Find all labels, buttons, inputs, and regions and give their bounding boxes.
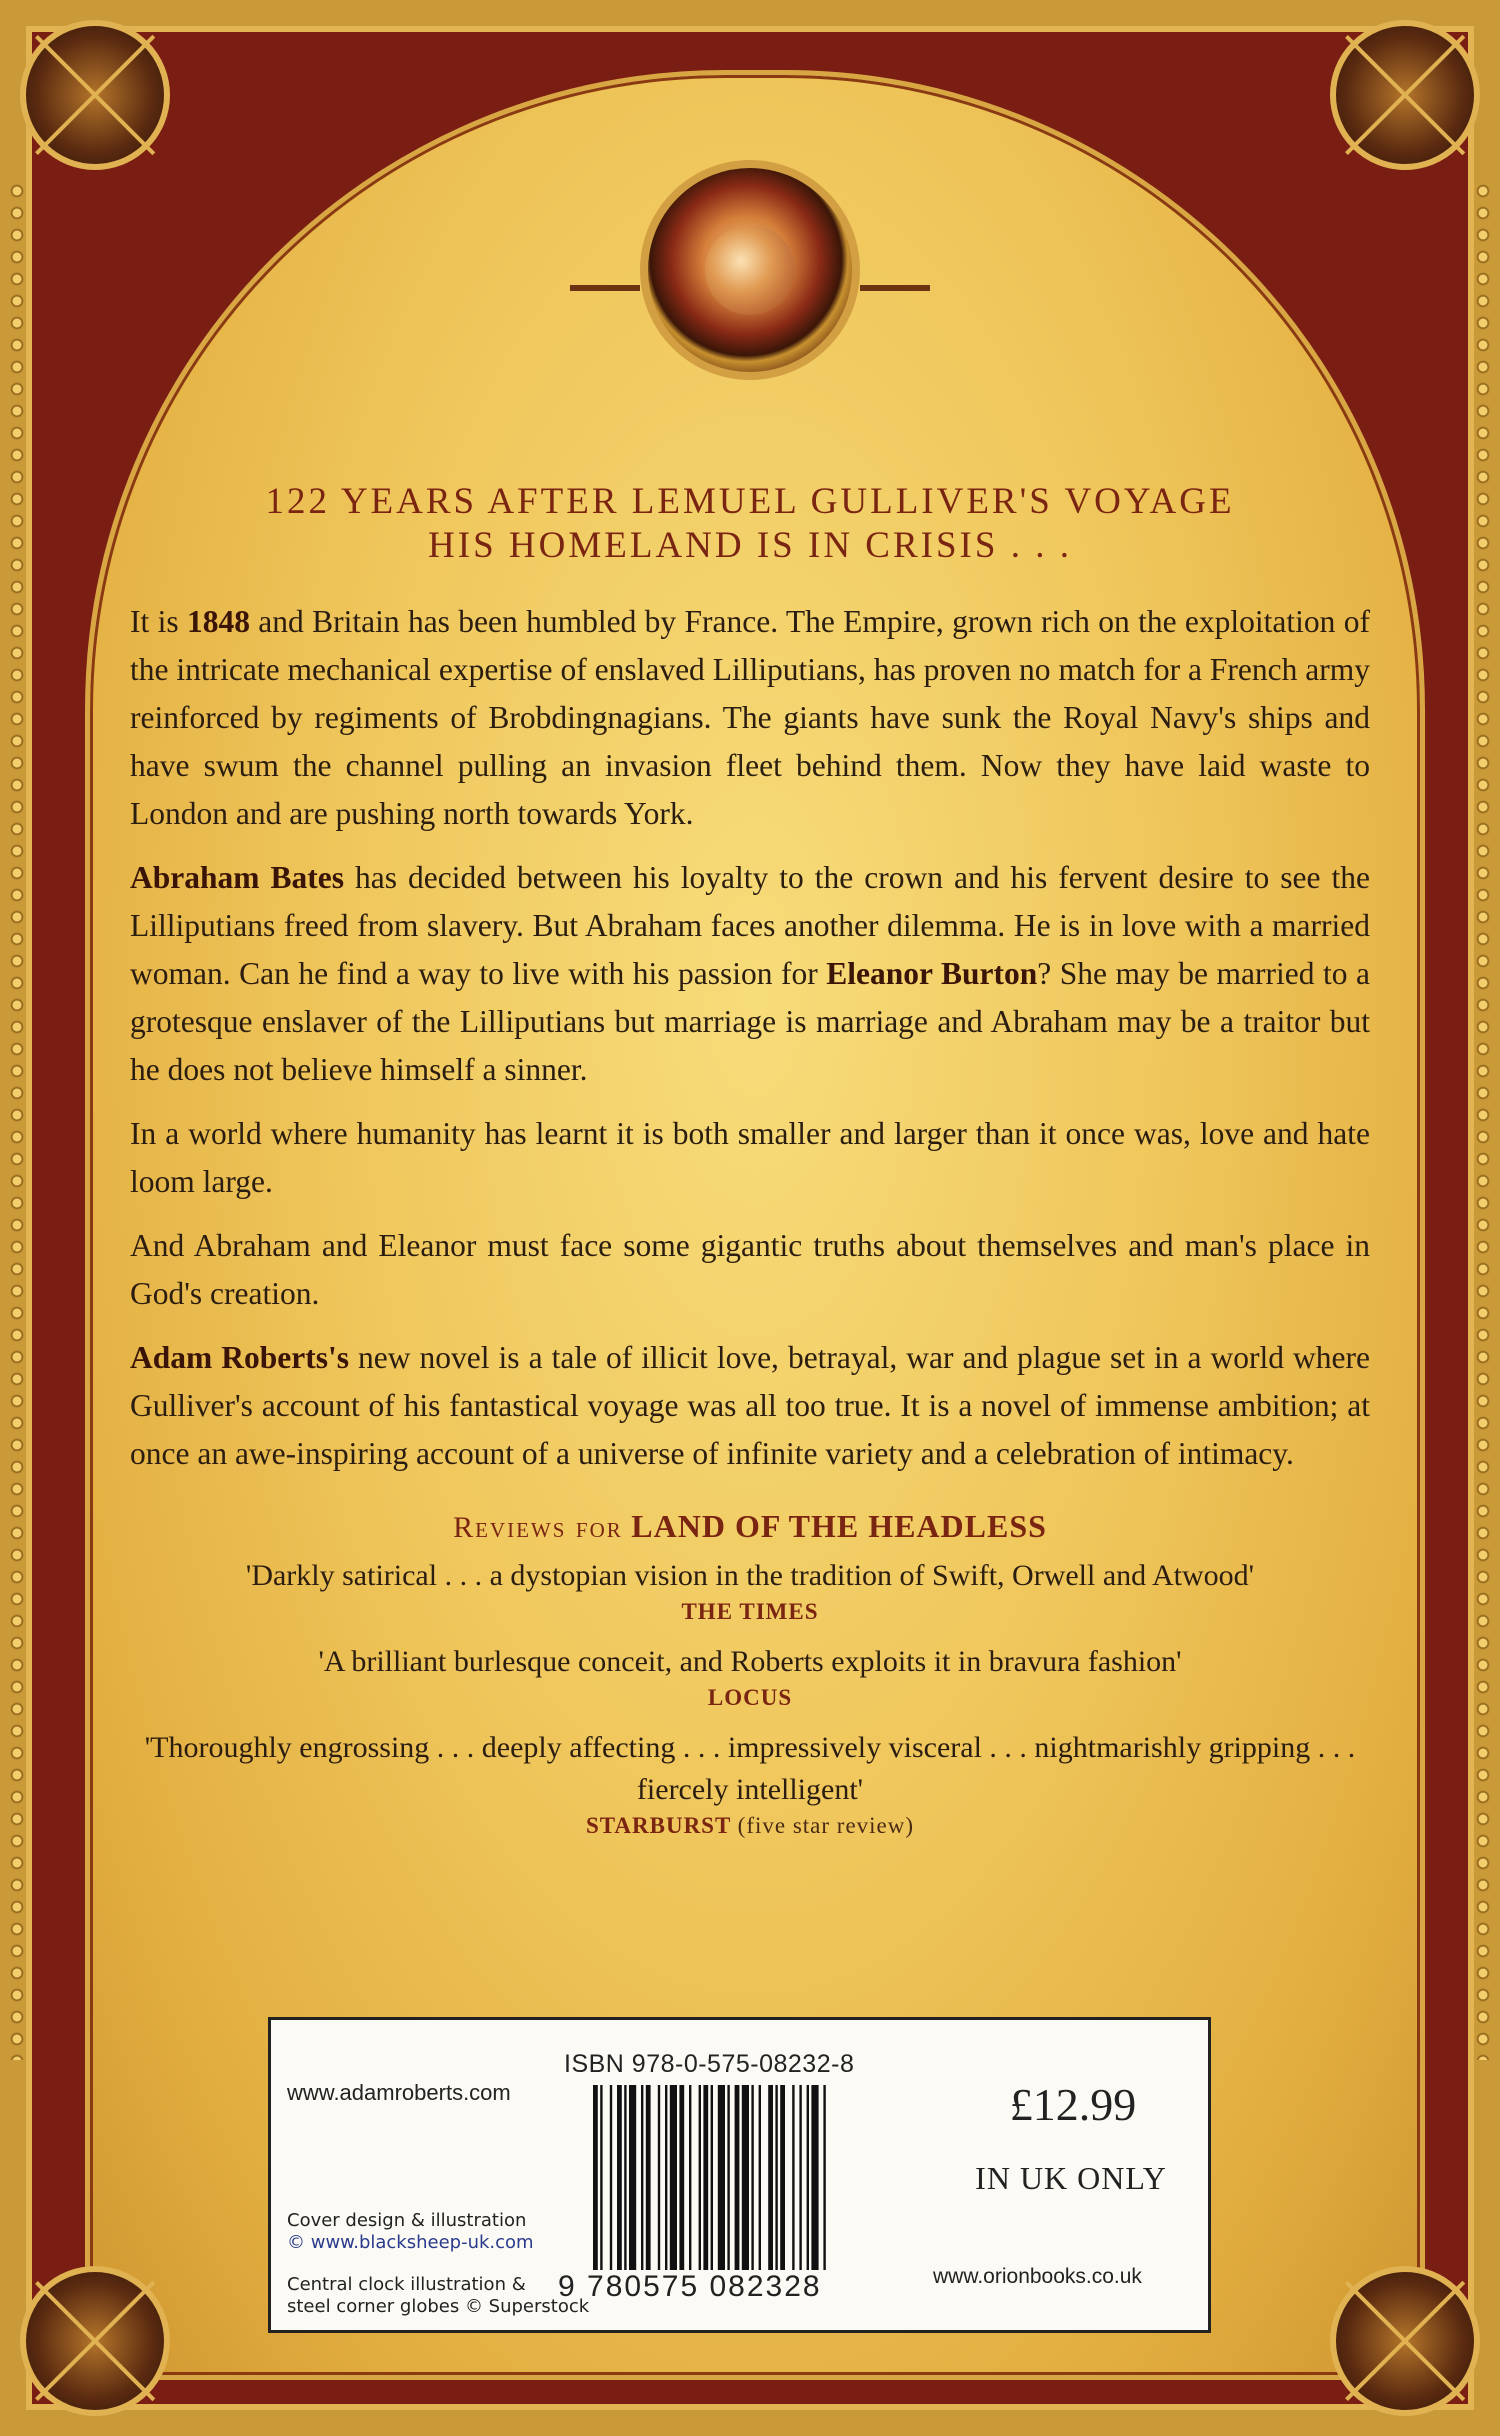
barcode-bar <box>799 2085 801 2270</box>
review-item <box>130 1727 1370 1839</box>
barcode-bar <box>641 2085 643 2270</box>
barcode-bar <box>727 2085 729 2270</box>
reviews-heading-book: LAND OF THE HEADLESS <box>631 1508 1047 1544</box>
region-label: IN UK ONLY <box>975 2160 1167 2196</box>
p2-text: has decided between his loyalty to the crown and his fervent desire to see the Lilliputians freed from slavery. But Abraham faces another dilemma. He is in love with a married woman. Can he find a way to live with his passion for <box>130 860 1371 991</box>
illustration-credit-line-2: steel corner globes © Superstock <box>287 2296 590 2317</box>
barcode-bar <box>593 2085 598 2270</box>
review-source: LOCUS <box>707 1685 793 1710</box>
review-item <box>130 1555 1370 1625</box>
barcode-bar <box>751 2085 753 2270</box>
blurb-paragraph-3: In a world where humanity has learnt it is both smaller and larger than it once was, love and hate loom large. <box>130 1116 1370 1199</box>
review-source-extra: (five star review) <box>737 1813 915 1838</box>
barcode-info-box <box>268 2017 1211 2333</box>
p1-year: 1848 <box>186 604 250 639</box>
blurb-paragraph-1 <box>130 598 1370 838</box>
corner-globe-icon <box>20 2266 170 2416</box>
barcode-bar <box>711 2085 713 2270</box>
barcode-bar <box>665 2085 667 2270</box>
barcode-bar <box>735 2085 740 2270</box>
barcode-bar <box>617 2085 622 2270</box>
corner-globe-icon <box>1330 2266 1480 2416</box>
illustration-credit-line-1: Central clock illustration & <box>287 2274 526 2295</box>
blurb-paragraph-5 <box>130 1334 1370 1478</box>
barcode-bar <box>780 2085 785 2270</box>
barcode-bar <box>823 2085 825 2270</box>
blurb-content <box>130 480 1370 1855</box>
barcode-bar <box>600 2085 602 2270</box>
review-quote: 'Thoroughly engrossing . . . deeply affecting . . . impressively visceral . . . nightmarishly gripping . . . fiercely intelligent' <box>144 1731 1356 1806</box>
bead-chain-left <box>8 180 26 2060</box>
barcode-bar <box>775 2085 777 2270</box>
p5-author: Adam Roberts's <box>130 1340 350 1375</box>
review-quote: 'A brilliant burlesque conceit, and Roberts exploits it in bravura fashion' <box>318 1645 1182 1678</box>
clock-ornament-arm <box>860 285 930 291</box>
p5-text: new novel is a tale of illicit love, betrayal, war and plague set in a world where Gulliver's account of his fantastical voyage was all too true. It is a novel of immense ambition; at once an awe-inspiring account of a universe of infinite variety and a celebration of intimacy. <box>130 1340 1370 1471</box>
barcode-bar <box>699 2085 701 2270</box>
barcode-bar <box>703 2085 708 2270</box>
p2-character-name: Eleanor Burton <box>826 956 1038 991</box>
barcode-bar <box>689 2085 691 2270</box>
reviews-heading <box>130 1508 1370 1545</box>
barcode-bar <box>629 2085 636 2270</box>
p1-text: and Britain has been humbled by France. The Empire, grown rich on the exploitation of the intricate mechanical expertise of enslaved Lilliputians, has proven no match for a French army reinforced by regiments of Brobdingnagians. The giants have sunk the Royal Navy's ships and have swum the channel pulling an invasion fleet behind them. Now they have laid waste to London and are pushing north towards York. <box>130 604 1370 831</box>
headline-line-1: 122 YEARS AFTER LEMUEL GULLIVER'S VOYAGE <box>265 481 1235 522</box>
author-website: www.adamroberts.com <box>287 2080 511 2105</box>
barcode-bar <box>718 2085 725 2270</box>
headline <box>130 480 1370 568</box>
price-label: £12.99 <box>1009 2079 1137 2130</box>
barcode-bar <box>679 2085 684 2270</box>
blurb-paragraph-4: And Abraham and Eleanor must face some gigantic truths about themselves and man's place in God's creation. <box>130 1228 1370 1311</box>
cover-credit-link: © www.blacksheep-uk.com <box>287 2232 534 2253</box>
barcode-bar <box>742 2085 749 2270</box>
barcode-bar <box>624 2085 626 2270</box>
barcode-bar <box>768 2085 773 2270</box>
clock-ornament-arm <box>570 285 640 291</box>
bead-chain-right <box>1474 180 1492 2060</box>
p1-text: It is <box>130 604 187 639</box>
barcode-bar <box>646 2085 651 2270</box>
blurb-paragraph-2 <box>130 854 1370 1094</box>
corner-globe-icon <box>20 20 170 170</box>
review-source <box>130 1813 1370 1839</box>
barcode-bar <box>610 2085 612 2270</box>
publisher-website: www.orionbooks.co.uk <box>933 2265 1142 2288</box>
barcode-bar <box>792 2085 794 2270</box>
barcode-bar <box>759 2085 761 2270</box>
barcode-bar <box>670 2085 677 2270</box>
review-item <box>130 1641 1370 1711</box>
review-quote: 'Darkly satirical . . . a dystopian vision in the tradition of Swift, Orwell and Atwood' <box>245 1559 1255 1592</box>
cover-credit <box>287 2210 534 2254</box>
illustration-credit <box>287 2274 589 2318</box>
headline-line-2: HIS HOMELAND IS IN CRISIS . . . <box>428 525 1072 566</box>
p2-character-name: Abraham Bates <box>130 860 345 895</box>
barcode-digits: 9 780575 082328 <box>558 2270 822 2303</box>
barcode-bar <box>811 2085 818 2270</box>
p2-text: ? She may be married to a grotesque enslaver of the Lilliputians but marriage is marriage and Abraham may be a traitor but he does not believe himself a sinner. <box>130 956 1370 1087</box>
cover-credit-label: Cover design & illustration <box>287 2210 527 2231</box>
corner-globe-icon <box>1330 20 1480 170</box>
barcode-icon <box>591 2085 909 2270</box>
review-source-name: STARBURST <box>585 1813 731 1838</box>
clock-globe-icon <box>640 160 860 380</box>
reviews-heading-lead: Reviews for <box>453 1511 623 1544</box>
barcode-bar <box>658 2085 660 2270</box>
barcode-bar <box>807 2085 809 2270</box>
review-source: THE TIMES <box>681 1599 819 1624</box>
isbn-text: ISBN 978-0-575-08232-8 <box>564 2050 855 2078</box>
